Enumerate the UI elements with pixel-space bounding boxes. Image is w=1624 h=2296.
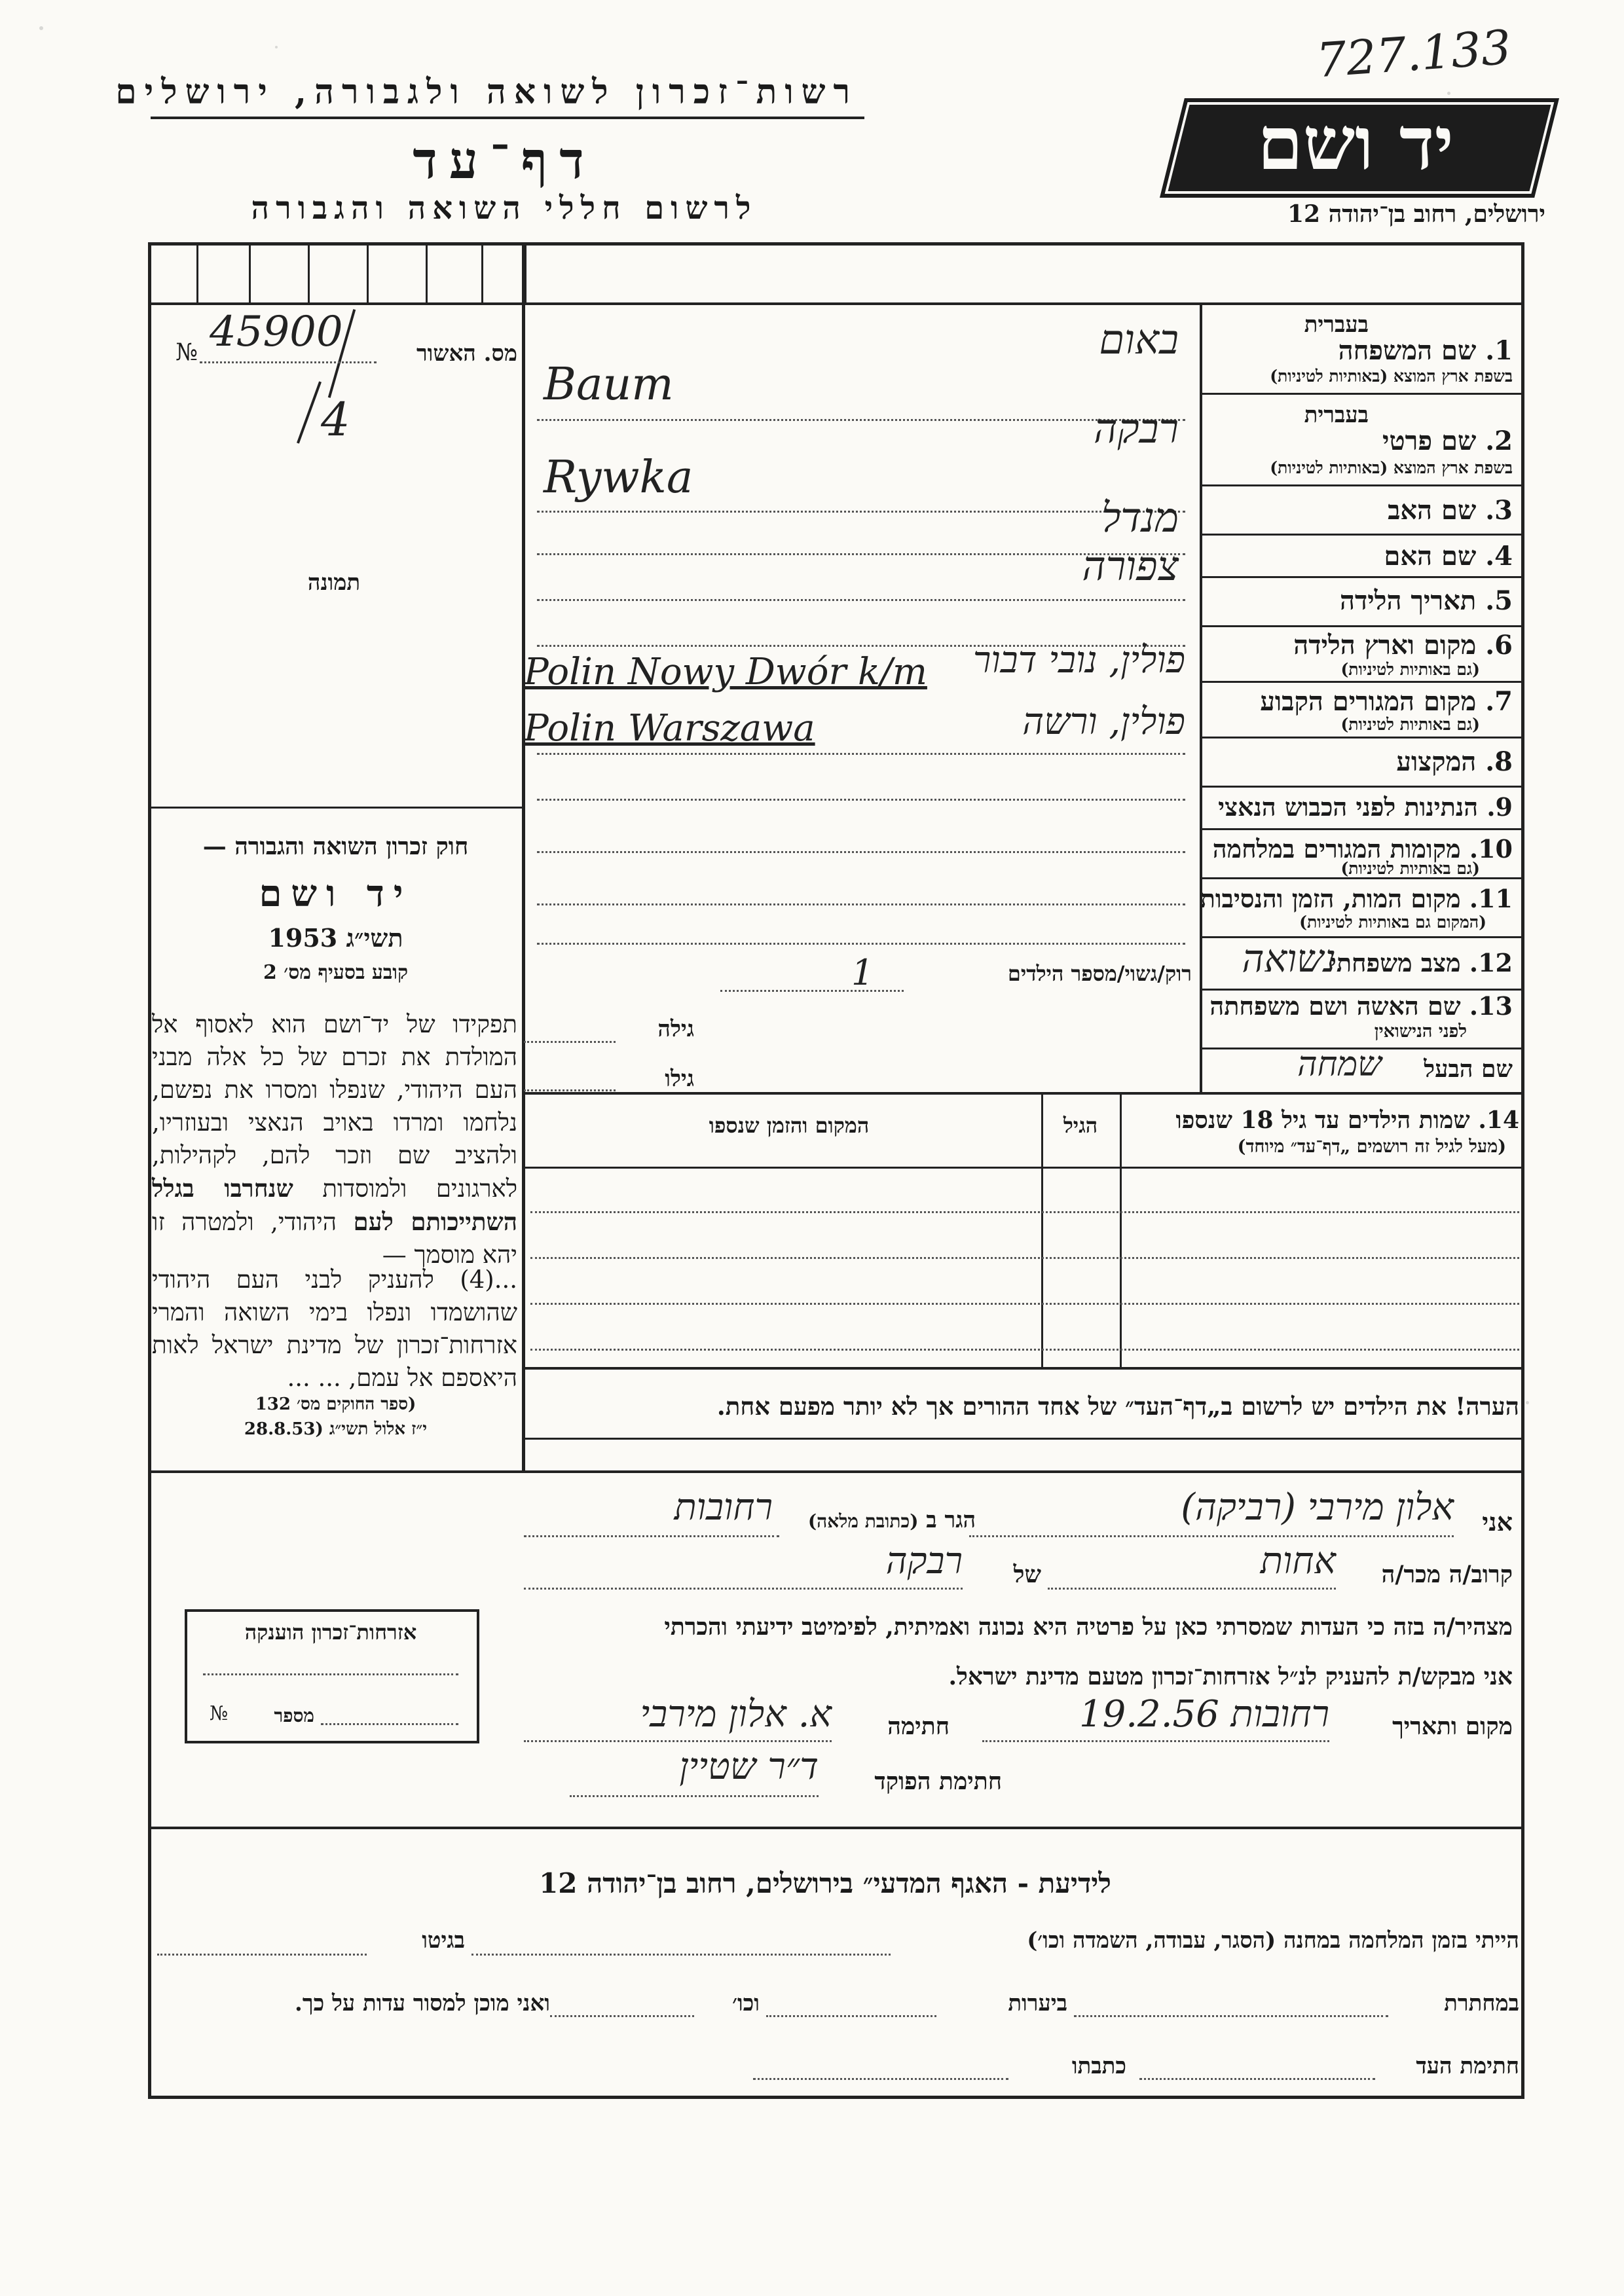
field-5-text: תאריך הלידה (1340, 585, 1477, 616)
surname-hebrew: באום (1099, 316, 1179, 363)
info-line1-end: בגיטו (422, 1927, 465, 1954)
decl-ani: אני (1482, 1507, 1513, 1537)
birthplace-hebrew: פולין, נובי דבור (972, 639, 1185, 682)
law-footnote-1: (ספר החוקים מס׳ 132 (255, 1394, 416, 1414)
note: הערה! את הילדים יש לרשום ב„דף־העד״ של אחד ההורים אך לא יותר מפעם אחת. (716, 1392, 1519, 1421)
certificate-label: מס. האשור (416, 340, 517, 367)
field-9-text: הנתינות לפני הכבוש הנאצי (1218, 792, 1479, 822)
info-line2-c: וכו׳ (732, 1990, 760, 2016)
signature-value: א. אלון מירבי (640, 1693, 832, 1736)
field-8-text: המקצוע (1396, 746, 1477, 777)
field-2-label (1205, 426, 1513, 456)
decl-place-date: מקום ותאריך (1392, 1713, 1513, 1740)
children-title-text: שמות הילדים עד גיל 18 שנספו (1175, 1106, 1470, 1134)
field-7-num: 7. (1485, 686, 1513, 717)
children-num: 14. (1478, 1106, 1519, 1134)
form-subtitle: לרשום חללי השואה והגבורה (251, 190, 758, 227)
decl-request: אני מבקש/ת להעניק לנ״ל אזרחות־זכרון מטעם מדינת ישראל. (948, 1663, 1513, 1690)
field-13-label (1205, 991, 1513, 1021)
citizenship-number-sign: № (210, 1702, 229, 1725)
officer-signature: ד״ר שטיין (679, 1745, 819, 1788)
law-year: תשי״ג 1953 (268, 923, 403, 953)
citizenship-number-label: מספר (274, 1705, 314, 1726)
law-title: חוק זכרון השואה והגבורה — (202, 833, 469, 860)
surname-latin: Baum (544, 359, 674, 410)
field-3-num: 3. (1485, 495, 1513, 526)
decl-officer: חתימת הפוקד (874, 1768, 1002, 1795)
law-footnote-2: י״ז אלול תשי״ג (28.8.53 (244, 1419, 428, 1439)
field-4-label (1205, 541, 1513, 572)
certificate-number-sign: № (175, 339, 198, 366)
field-10-sub2: (גם באותיות לטיניות) (1340, 859, 1480, 878)
photo-label: תמונה (307, 570, 361, 596)
witness-address: רחובות (674, 1486, 773, 1529)
children-count-value: 1 (851, 952, 874, 993)
field-1-sub: בעברית (1304, 312, 1369, 338)
field-13-num: 13. (1469, 991, 1513, 1021)
field-8-num: 8. (1485, 746, 1513, 777)
field-4-num: 4. (1485, 541, 1513, 572)
decl-relative: קרוב/ה מכר/ה (1381, 1561, 1513, 1588)
field-11-text: מקום המות, הזמן והנסיבות (1200, 884, 1461, 913)
info-line3-a: חתימת העד (1416, 2053, 1519, 2079)
field-6-label (1205, 630, 1513, 661)
field-12-label (1329, 948, 1513, 978)
field-8-label (1205, 746, 1513, 777)
field-11-num: 11. (1469, 884, 1513, 913)
law-paragraph-2: ...(4) להעניק לבני העם היהודי שהושמדו ונפלו בימי השואה והמרי אזרחות־זכרון של מדינת ישראל לאות היאספם אל עמם, ... ... (152, 1266, 517, 1392)
field-7-sub2: (גם באותיות לטיניות) (1340, 715, 1480, 734)
address: ירושלים, רחוב בן־יהודה 12 (1287, 200, 1545, 228)
certificate-suffix: 4 (321, 393, 350, 446)
field-1-num: 1. (1485, 335, 1513, 366)
authority-name: רשות־זכרון לשואה ולגבורה, ירושלים (115, 72, 858, 112)
decl-of: של (1013, 1561, 1041, 1588)
field-3-label (1205, 495, 1513, 526)
mother-name: צפורה (1082, 542, 1179, 590)
father-name: מנדל (1101, 494, 1179, 541)
field-10-num: 10. (1469, 834, 1513, 864)
law-paragraph (152, 1008, 517, 1271)
field-7-text: מקום המגורים הקבוע (1260, 686, 1477, 717)
children-subtitle: (מעל לגיל זה רושמים „דף־עד״ מיוחד) (1237, 1137, 1506, 1157)
decl-signature: חתימה (887, 1713, 950, 1740)
field-12-text: מצב משפחתי (1329, 948, 1461, 977)
field-2-text: שם פרטי (1382, 426, 1477, 456)
place-date-value: רחובות 19.2.56 (1079, 1693, 1329, 1736)
husband-label: שם הבעל (1424, 1055, 1513, 1083)
info-title: לידיעת - האגף המדעי״ בירושלים, רחוב בן־יהודה 12 (539, 1867, 1111, 1899)
relation-value: אחות (1260, 1540, 1336, 1582)
left-column-divider (522, 242, 525, 1473)
field-7-label (1205, 686, 1513, 717)
field-13-text: שם האשה ושם משפחתה (1209, 991, 1461, 1021)
firstname-latin: Rywka (544, 452, 693, 503)
field-3-text: שם האב (1388, 495, 1477, 526)
firstname-hebrew: רבקה (1094, 405, 1179, 452)
field-9-num: 9. (1486, 792, 1513, 822)
field-6-sub2: (גם באותיות לטיניות) (1340, 660, 1480, 679)
form-title: דף־עד (413, 131, 596, 191)
field-5-num: 5. (1485, 585, 1513, 616)
field-4-text: שם האם (1384, 541, 1477, 572)
husband-age-label: גילו (665, 1066, 694, 1092)
children-count-label: רוק/גשוי/מספר הילדים (1007, 961, 1192, 986)
field-11-sub2: (המקום גם באותיות לטיניות) (1299, 913, 1486, 932)
field-6-num: 6. (1485, 630, 1513, 661)
decl-address-hint: (כתובת מלאה) (807, 1510, 919, 1532)
of-name-value: רבקה (885, 1540, 963, 1582)
col-place-header: המקום והזמן שנספו (709, 1113, 870, 1138)
logo-text: יד ושם (1257, 101, 1454, 187)
field-1-text: שם המשפחה (1338, 335, 1477, 366)
children-title (1126, 1106, 1519, 1134)
law-paragraph-bold: שנחרבו בגלל השתייכותם לעם (152, 1174, 518, 1236)
marital-status-value: נשואה (1242, 936, 1336, 981)
info-line1-start: הייתי בזמן המלחמה במחנה (הסגר, עבודה, השמדה וכו׳) (1027, 1927, 1519, 1954)
decl-statement: מצהיר/ה בזה כי העדות שמסרתי כאן על פרטיה היא נכונה ואמיתית, לפימיטב ידיעתי והכרתי (664, 1613, 1513, 1641)
law-paragraph-end: היהודי, ולמטרה זו יהא מוסמך — (152, 1208, 517, 1269)
col-age-header: הגיל (1063, 1113, 1098, 1138)
law-section: קובע בסעיף מס׳ 2 (263, 961, 409, 984)
field-1-sub2: בשפת ארץ המוצא (באותיות לטיניות) (1270, 367, 1513, 386)
info-line2-b: ביערות (1008, 1990, 1067, 2016)
decl-resides (779, 1507, 976, 1533)
field-10-text: מקומות המגורים במלחמה (1212, 834, 1461, 864)
residence-hebrew: פולין, ורשה (1022, 701, 1185, 743)
field-2-sub2: בשפת ארץ המוצא (באותיות לטיניות) (1270, 458, 1513, 477)
field-13-sub2: לפני הנישואין (1374, 1021, 1467, 1042)
info-line3-b: כתבתו (1071, 2053, 1126, 2079)
field-2-sub: בעברית (1304, 402, 1369, 428)
field-9-label (1205, 792, 1513, 822)
field-1-label (1205, 335, 1513, 366)
certificate-number: 45900 (210, 308, 343, 356)
law-name: יד ושם (259, 872, 413, 915)
field-5-label (1205, 585, 1513, 616)
husband-name: שמחה (1297, 1045, 1382, 1084)
serial-number: 727.133 (1314, 19, 1513, 88)
info-line2-a: במחתרת (1444, 1990, 1519, 2016)
field-2-num: 2. (1485, 426, 1513, 456)
citizenship-title: אזרחות־זכרון הוענקה (244, 1620, 417, 1645)
field-11-label (1200, 884, 1513, 914)
witness-name: אלון מירבי (רביקה) (1181, 1486, 1454, 1529)
field-12-num: 12. (1469, 948, 1513, 977)
law-paragraph-text: תפקידו של יד־ושם הוא לאסוף אל המולדת את זכרם של כל אלה מבני העם היהודי, שנפלו ומסרו את נפשם, נלחמו ומרדו באויב הנאצי ובעוזריו, ולהציב שם וזכר להם, לקהילות, לארגונים ולמוסדות (152, 1010, 518, 1203)
field-6-text: מקום וארץ הלידה (1293, 630, 1477, 661)
info-line2-d: ואני מוכן למסור עדות על כך. (295, 1990, 550, 2016)
decl-resides-text: הגר ב (926, 1507, 976, 1533)
wife-age-label: גילה (657, 1016, 694, 1042)
residence-latin: Polin Warszawa (524, 707, 815, 750)
birthplace-latin: Polin Nowy Dwór k/m (524, 651, 927, 693)
